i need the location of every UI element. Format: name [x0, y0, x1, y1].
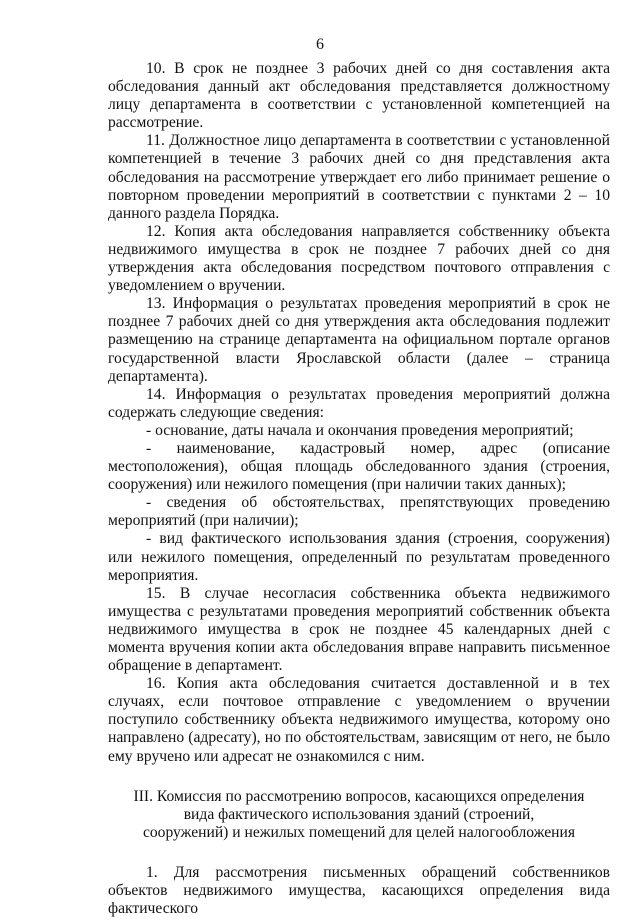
- section-heading-line: сооружений) и нежилых помещений для целей налогообложения: [142, 824, 576, 842]
- page-number: 6: [316, 36, 324, 53]
- list-item: - вид фактического использования здания (строения, сооружения) или нежилого помещения, определенный по результатам проведенного мероприятия.: [108, 530, 610, 584]
- section-heading: [108, 788, 610, 843]
- document-body: [108, 60, 610, 919]
- paragraph-16: 16. Копия акта обследования считается доставленной и в тех случаях, если почтовое отправление с уведомлением о вручении поступило собственнику объекта недвижимого имущества, которому оно направлено (адресату), но по обстоятельствам, зависящим от него, не было ему вручено или адресат не ознакомился с ним.: [108, 675, 610, 765]
- paragraph-11: 11. Должностное лицо департамента в соответствии с установленной компетенцией в течение 3 рабочих дней со дня представления акта обследования на рассмотрение утверждает его либо принимает решение о повторном проведении мероприятий в соответствии с пунктами 2 – 10 данного раздела Порядка.: [108, 132, 610, 222]
- paragraph-section3-1: 1. Для рассмотрения письменных обращений собственников объектов недвижимого имущества, касающихся определения вида фактического: [108, 864, 610, 918]
- paragraph-10: 10. В срок не позднее 3 рабочих дней со дня составления акта обследования данный акт обследования представляется должностному лицу департамента в соответствии с установленной компетенцией на рассмотрение.: [108, 60, 610, 132]
- section-heading-line: III. Комиссия по рассмотрению вопросов, касающихся определения: [133, 787, 585, 805]
- list-item: - сведения об обстоятельствах, препятствующих проведению мероприятий (при наличии);: [108, 494, 610, 530]
- paragraph-12: 12. Копия акта обследования направляется собственнику объекта недвижимого имущества в срок не позднее 7 рабочих дней со дня утверждения акта обследования посредством почтового отправления с уведомлением о вручении.: [108, 222, 610, 295]
- paragraph-14: 14. Информация о результатах проведения мероприятий должна содержать следующие сведения:: [108, 385, 610, 421]
- section-heading-line: вида фактического использования зданий (строений,: [183, 805, 535, 823]
- paragraph-13: 13. Информация о результатах проведения мероприятий в срок не позднее 7 рабочих дней со дня утверждения акта обследования подлежит размещению на странице департамента на официальном портале органов государственной власти Ярославской области (далее – страница департамента).: [108, 295, 610, 385]
- list-item: - наименование, кадастровый номер, адрес (описание местоположения), общая площадь обследованного здания (строения, сооружения) или нежилого помещения (при наличии таких данных);: [108, 439, 610, 494]
- list-item: - основание, даты начала и окончания проведения мероприятий;: [146, 421, 574, 439]
- paragraph-15: 15. В случае несогласия собственника объекта недвижимого имущества с результатами проведения мероприятий собственник объекта недвижимого имущества в срок не позднее 45 календарных дней с момента вручения копии акта обследования вправе направить письменное обращение в департамент.: [108, 584, 610, 675]
